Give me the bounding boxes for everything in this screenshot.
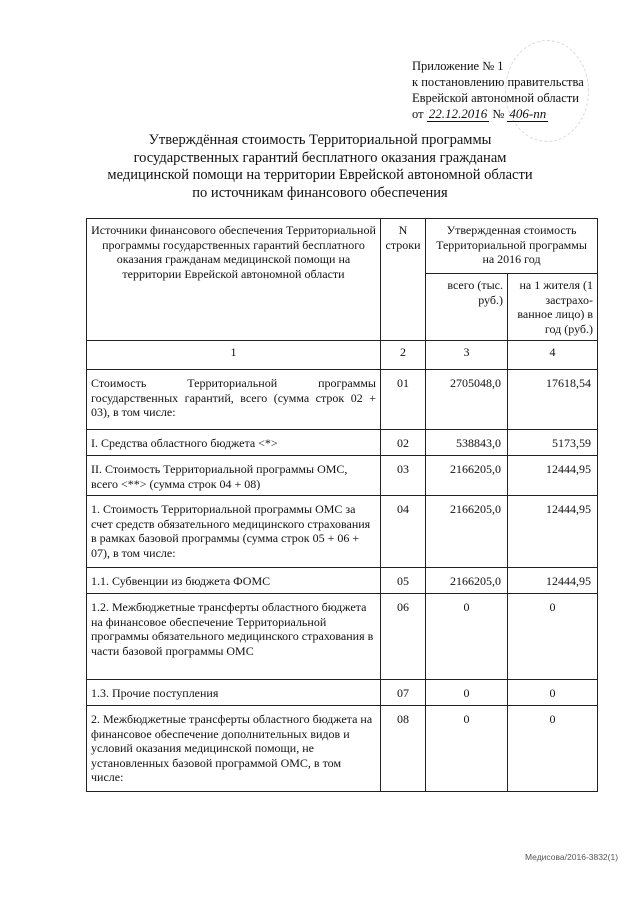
table-row: [87, 456, 598, 496]
row-per-capita: 17618,54: [508, 370, 598, 430]
header-row-number: N строки: [381, 219, 426, 341]
col-number-3: 3: [426, 341, 508, 370]
row-number: 02: [381, 430, 426, 456]
date-prefix: от: [412, 107, 424, 121]
header-total: всего (тыс. руб.): [426, 274, 508, 341]
appendix-title: Приложение № 1: [412, 59, 504, 73]
handwritten-number: 406-пп: [509, 106, 547, 121]
header-per-capita: на 1 жителя (1 застрахо-ванное лицо) в год (руб.): [508, 274, 598, 341]
col-number-2: 2: [381, 341, 426, 370]
header-row-1: [87, 219, 598, 274]
row-name: 1.1. Субвенции из бюджета ФОМС: [87, 568, 381, 594]
row-per-capita: 0: [508, 680, 598, 706]
row-number: 01: [381, 370, 426, 430]
row-total: 0: [426, 706, 508, 792]
row-name: I. Средства областного бюджета <*>: [87, 430, 381, 456]
financing-table: [86, 218, 598, 792]
row-number: 04: [381, 496, 426, 568]
table-row: [87, 706, 598, 792]
title-line-2: государственных гарантий бесплатного оказания гражданам: [133, 149, 507, 166]
table-row: [87, 496, 598, 568]
row-total: 538843,0: [426, 430, 508, 456]
handwritten-date: 22.12.2016: [428, 106, 488, 121]
header-source: Источники финансового обеспечения Территориальной программы государственных гарантий бесплатного оказания гражданам медицинской помощи на территории Еврейской автономной области: [87, 219, 381, 341]
appendix-line-2: к постановлению правительства: [412, 75, 584, 89]
row-name: Стоимость Территориальной программы государственных гарантий, всего (сумма строк 02 + 03), в том числе:: [87, 370, 381, 430]
row-number: 05: [381, 568, 426, 594]
footer-reference: Медисова/2016-3832(1): [525, 852, 619, 862]
row-number: 08: [381, 706, 426, 792]
row-per-capita: 12444,95: [508, 456, 598, 496]
row-name: 1.3. Прочие поступления: [87, 680, 381, 706]
number-prefix: №: [492, 107, 505, 121]
header-approved-cost: Утвержденная стоимость Территориальной программы на 2016 год: [426, 219, 598, 274]
row-total: 2705048,0: [426, 370, 508, 430]
document-title: [100, 132, 540, 202]
row-number: 03: [381, 456, 426, 496]
row-name: 1. Стоимость Территориальной программы ОМС за счет средств обязательного медицинского страхования в рамках базовой программы (сумма строк 05 + 06 + 07), в том числе:: [87, 496, 381, 568]
col-number-4: 4: [508, 341, 598, 370]
row-total: 2166205,0: [426, 496, 508, 568]
row-name: 2. Межбюджетные трансферты областного бюджета на финансовое обеспечение дополнительных видов и условий оказания медицинской помощи, не установленных базовой программой ОМС, в том числе:: [87, 706, 381, 792]
column-number-row: [87, 341, 598, 370]
table-row: [87, 680, 598, 706]
appendix-date-line: [412, 106, 627, 122]
table-row: [87, 370, 598, 430]
row-total: 0: [426, 594, 508, 680]
row-total: 0: [426, 680, 508, 706]
row-per-capita: 12444,95: [508, 568, 598, 594]
appendix-block: [412, 58, 627, 122]
table-row: [87, 568, 598, 594]
col-number-1: 1: [87, 341, 381, 370]
row-per-capita: 0: [508, 594, 598, 680]
title-line-4: по источникам финансового обеспечения: [192, 184, 448, 201]
title-line-1: Утверждённая стоимость Территориальной программы: [148, 132, 492, 148]
row-number: 07: [381, 680, 426, 706]
row-per-capita: 12444,95: [508, 496, 598, 568]
row-total: 2166205,0: [426, 568, 508, 594]
title-line-3: медицинской помощи на территории Еврейской автономной области: [107, 167, 533, 183]
table-row: [87, 430, 598, 456]
row-number: 06: [381, 594, 426, 680]
table-row: [87, 594, 598, 680]
row-per-capita: 0: [508, 706, 598, 792]
row-per-capita: 5173,59: [508, 430, 598, 456]
row-total: 2166205,0: [426, 456, 508, 496]
appendix-line-3: Еврейской автономной области: [412, 91, 579, 105]
row-name: II. Стоимость Территориальной программы ОМС, всего <**> (сумма строк 04 + 08): [87, 456, 381, 496]
row-name: 1.2. Межбюджетные трансферты областного бюджета на финансовое обеспечение Территориальной программы обязательного медицинского страхования в части базовой программы ОМС: [87, 594, 381, 680]
